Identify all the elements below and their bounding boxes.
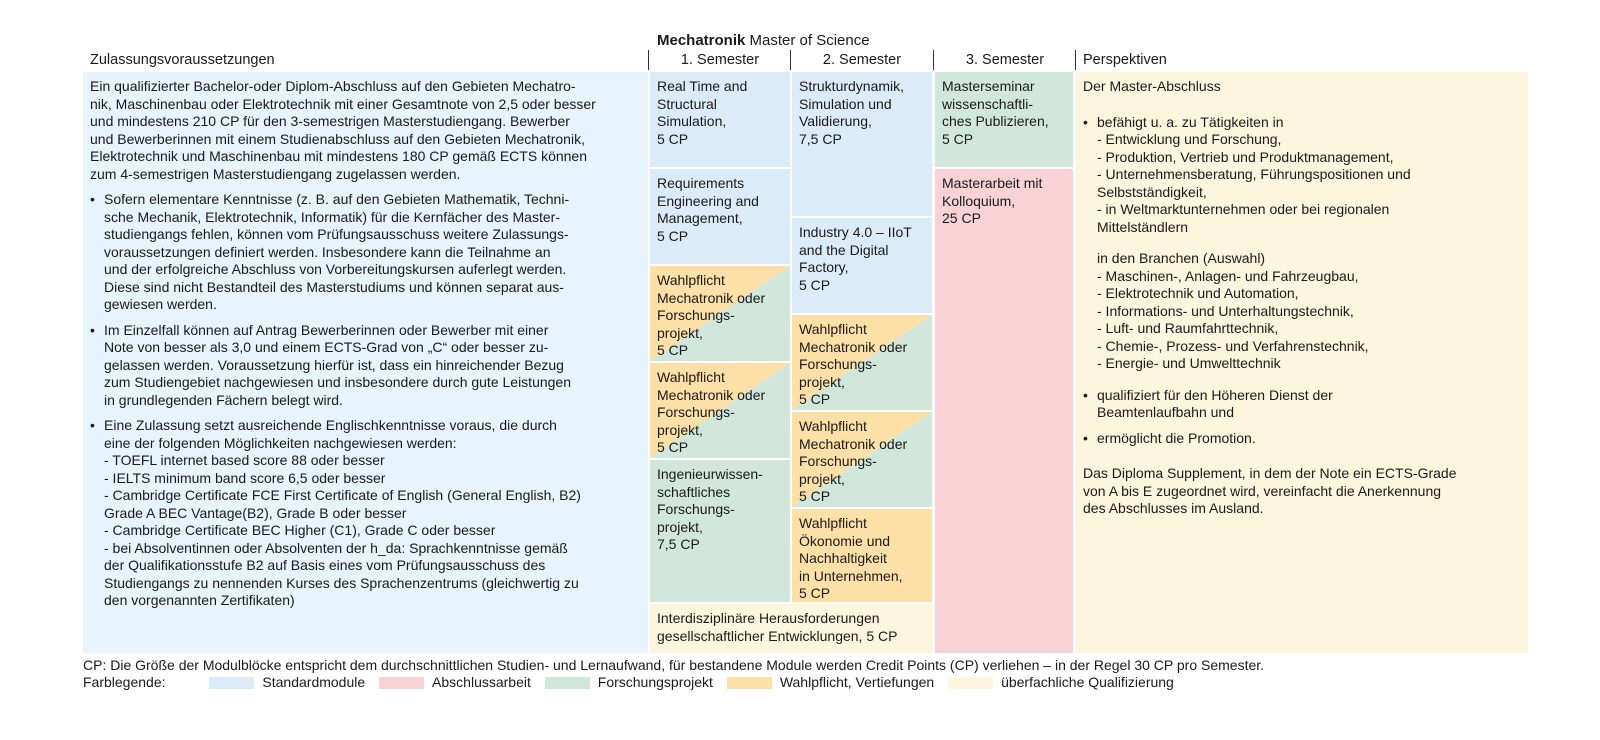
module-block: Wahlpflicht Ökonomie und Nachhaltigkeit in Unternehmen, 5 CP [792, 509, 932, 602]
legend-item: Standardmodule [262, 674, 366, 690]
module-block: Wahlpflicht Mechatronik oder Forschungs- projekt, 5 CP [792, 412, 932, 507]
module-block: Wahlpflicht Mechatronik oder Forschungs- projekt, 5 CP [650, 266, 790, 361]
perspective-bullet [1083, 387, 1521, 422]
legend-swatch-red [379, 677, 424, 689]
bullet-text: Im Einzelfall können auf Antrag Bewerberinnen oder Bewerber mit einer Note von besser als 3,0 und einem ECTS-Grad von „C“ oder besser zu- gelassen werden. Voraussetzung hierfür ist, dass ein hinreichender Bezug zum Studiengebiet nachgewiesen und insbesondere durch gute Leistungen in grundlegenden Fächern belegt wird. [104, 321, 572, 408]
bullet-text: ermöglicht die Promotion. [1097, 429, 1256, 446]
module-block: Strukturdynamik, Simulation und Validierung, 7,5 CP [792, 72, 932, 216]
header-perspectives: Perspektiven [1083, 52, 1167, 68]
admission-intro: Ein qualifizierter Bachelor-oder Diplom-Abschluss auf den Gebieten Mechatro- nik, Maschinenbau oder Elektrotechnik mit einer Gesamtnote von 2,5 oder besser und mindestens 210 CP für den 3-semestrigen Masterstudiengang. Bewerber und Bewerberinnen mit einem Studienabschluss auf den Gebieten Mechatronik, Elektrotechnik und Maschinenbau mit mindestens 180 CP gemäß ECTS können zum 4-semestrigen Masterstudiengang zugelassen werden. [90, 78, 596, 182]
perspectives-section [1076, 72, 1528, 653]
perspective-bullet [1083, 114, 1521, 237]
module-block-interdisciplinary: Interdisziplinäre Herausforderungen gesellschaftlicher Entwicklungen, 5 CP [650, 604, 932, 653]
bullet-icon: • [1083, 386, 1088, 403]
bullet-icon: • [1083, 113, 1088, 130]
title-bold: Mechatronik [657, 32, 746, 49]
module-block: Wahlpflicht Mechatronik oder Forschungs- projekt, 5 CP [650, 363, 790, 458]
perspectives-branches: in den Branchen (Auswahl) - Maschinen-, Anlagen- und Fahrzeugbau, - Elektrotechnik und Automation, - Informations- und Unterhaltungstechnik, - Luft- und Raumfahrttechnik, - Chemie-, Prozess- und Verfahrenstechnik, - Energie- und Umwelttechnik [1097, 250, 1369, 371]
bullet-icon: • [90, 417, 95, 433]
bullet-text: qualifiziert für den Höheren Dienst der Beamtenlaufbahn und [1097, 386, 1333, 420]
divider [790, 50, 791, 70]
bullet-text: Eine Zulassung setzt ausreichende Englischkenntnisse voraus, die durch eine der folgenden Möglichkeiten nachgewiesen werden: - TOEFL internet based score 88 oder besser - IELTS minimum band score 6,5 oder besser - Cambridge Certificate FCE First Certificate of English (General English, B2) Grade A BEC Vantage(B2), Grade B oder besser - Cambridge Certificate BEC Higher (C1), Grade C oder besser - bei Absolventinnen oder Absolventen der h_da: Sprachkenntnisse gemäß der Qualifikationsstufe B2 auf Basis eines vom Prüfungsausschuss des Studiengangs zu nennenden Kurses des Sprachenzentrums (gleichwertig zu den vorgenannten Zertifikaten) [104, 417, 581, 608]
perspectives-outro: Das Diploma Supplement, in dem der Note ein ECTS-Grade von A bis E zugeordnet wird, vereinfacht die Anerkennung des Abschlusses im Ausland. [1083, 465, 1457, 516]
module-block: Real Time and Structural Simulation, 5 CP [650, 72, 790, 167]
admission-bullet [90, 322, 641, 410]
legend-item: überfachliche Qualifizierung [1001, 674, 1174, 690]
perspective-bullet [1083, 430, 1521, 448]
bullet-icon: • [90, 191, 95, 207]
thesis-block: Masterarbeit mit Kolloquium, 25 CP [935, 169, 1073, 653]
color-legend [83, 674, 1174, 692]
program-title [657, 32, 870, 50]
module-block: Wahlpflicht Mechatronik oder Forschungs- projekt, 5 CP [792, 315, 932, 410]
legend-swatch-cream [948, 677, 993, 689]
module-block: Industry 4.0 – IIoT and the Digital Factory, 5 CP [792, 218, 932, 313]
header-semester-2: 2. Semester [822, 52, 902, 68]
admission-bullet [90, 417, 641, 610]
module-block: Requirements Engineering and Management, 5 CP [650, 169, 790, 264]
divider [648, 50, 649, 70]
divider [933, 50, 934, 70]
legend-swatch-blue [209, 677, 254, 689]
bullet-text: befähigt u. a. zu Tätigkeiten in - Entwicklung und Forschung, - Produktion, Vertrieb und Produktmanagement, - Unternehmensberatung, Führungspositionen und Selbstständigkeit, - in Weltmarktunternehmen oder bei regionalen Mittelständlern [1097, 113, 1411, 235]
bullet-text: Sofern elementare Kenntnisse (z. B. auf den Gebieten Mathematik, Techni- sche Mechanik, Elektrotechnik, Informatik) für die Kernfächer des Master- studiengangs fehlen, können vom Prüfungsausschuss weitere Zulassungs- voraussetzungen definiert werden. Insbesondere kann die Teilnahme an und der erfolgreiche Abschluss von Vorbereitungskursen auferlegt werden. Diese sind nicht Bestandteil des Masterstudiums und können separat aus- gewiesen werden. [104, 191, 570, 312]
module-block: Ingenieurwissen- schaftliches Forschungs- projekt, 7,5 CP [650, 460, 790, 602]
title-rest: Master of Science [745, 32, 870, 49]
divider [1075, 50, 1076, 70]
legend-label: Farblegende: [83, 674, 166, 690]
legend-swatch-orange [727, 677, 772, 689]
footer-note: CP: Die Größe der Modulblöcke entspricht dem durchschnittlichen Studien- und Lernaufwand, für bestandene Module werden Credit Points (CP) verliehen – in der Regel 30 CP pro Semester. [83, 657, 1265, 673]
bullet-icon: • [90, 321, 95, 338]
admission-section [83, 72, 648, 653]
legend-item: Abschlussarbeit [432, 674, 531, 690]
module-block: Masterseminar wissenschaftli- ches Publizieren, 5 CP [935, 72, 1073, 167]
perspectives-intro: Der Master-Abschluss [1083, 78, 1221, 94]
admission-bullet [90, 191, 641, 314]
header-semester-3: 3. Semester [965, 52, 1045, 68]
header-admission: Zulassungsvoraussetzungen [90, 52, 275, 68]
header-semester-1: 1. Semester [680, 52, 760, 68]
legend-swatch-green [545, 677, 590, 689]
legend-item: Forschungsprojekt [597, 674, 713, 690]
legend-item: Wahlpflicht, Vertiefungen [779, 674, 935, 690]
bullet-icon: • [1083, 429, 1088, 446]
